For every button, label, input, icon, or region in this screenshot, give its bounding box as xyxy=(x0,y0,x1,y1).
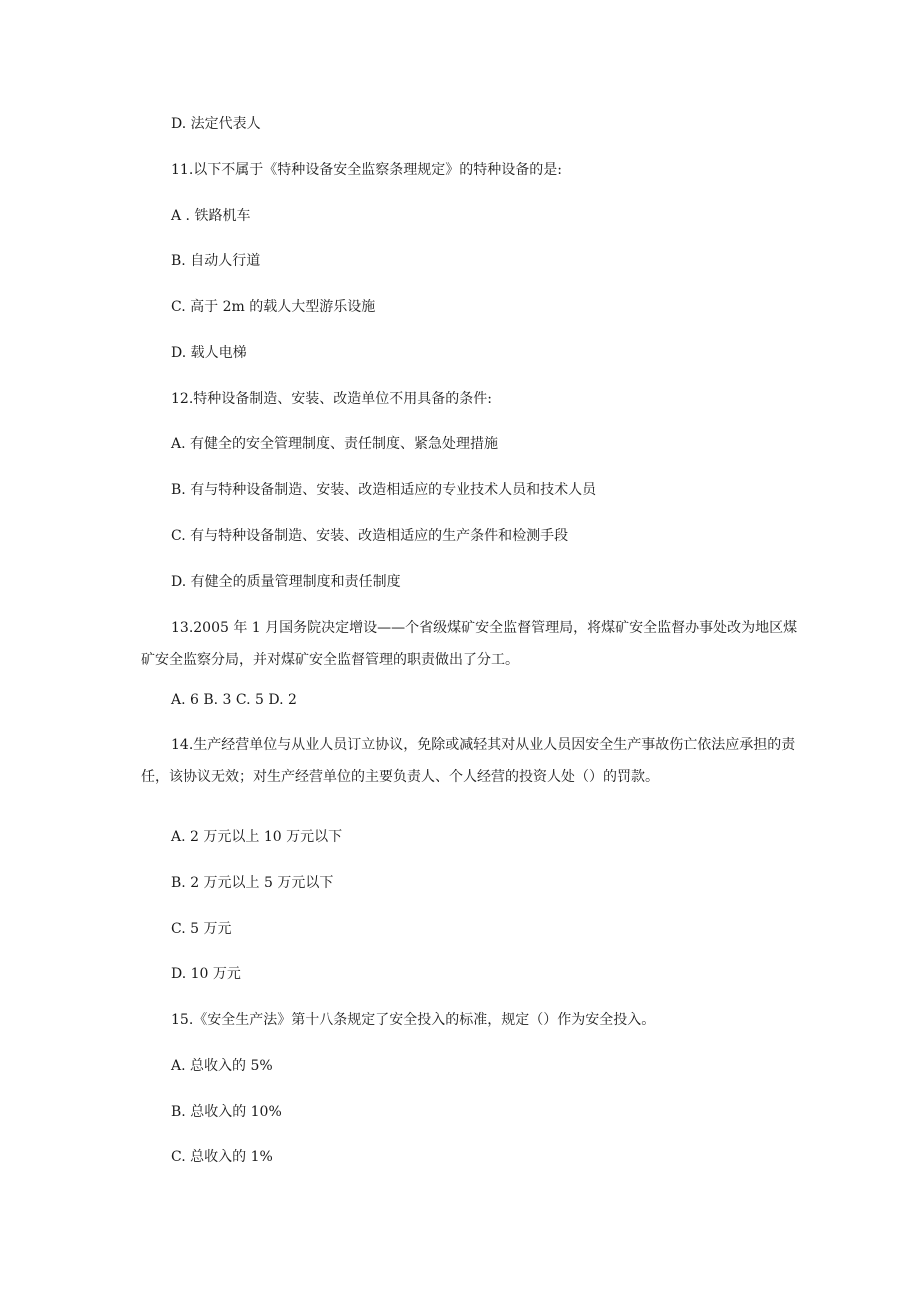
option-15-c: C. 总收入的 1% xyxy=(171,1149,273,1165)
option-11-b: B. 自动人行道 xyxy=(171,253,261,269)
question-15: 15.《安全生产法》第十八条规定了安全投入的标准，规定（）作为安全投入。 xyxy=(171,1012,656,1028)
option-12-a: A. 有健全的安全管理制度、责任制度、紧急处理措施 xyxy=(171,436,499,452)
option-12-d: D. 有健全的质量管理制度和责任制度 xyxy=(171,574,401,590)
question-14: 14.生产经营单位与从业人员订立协议，免除或减轻其对从业人员因安全生产事故伤亡依法应承担的责任，该协议无效；对生产经营单位的主要负责人、个人经营的投资人处（）的罚款。 xyxy=(141,737,796,785)
option-14-c: C. 5 万元 xyxy=(171,921,232,937)
question-11: 11.以下不属于《特种设备安全监察条理规定》的特种设备的是: xyxy=(171,162,562,178)
option-12-b: B. 有与特种设备制造、安装、改造相适应的专业技术人员和技术人员 xyxy=(171,482,597,498)
option-15-a: A. 总收入的 5% xyxy=(171,1058,273,1074)
options-13: A. 6 B. 3 C. 5 D. 2 xyxy=(171,692,297,708)
option-11-d: D. 载人电梯 xyxy=(171,345,247,361)
option-11-a: A . 铁路机车 xyxy=(171,208,251,224)
option-11-c: C. 高于 2m 的载人大型游乐设施 xyxy=(171,299,376,315)
option-10-d: D. 法定代表人 xyxy=(171,116,261,132)
question-13: 13.2005 年 1 月国务院决定增设——个省级煤矿安全监督管理局，将煤矿安全监督办事处改为地区煤矿安全监察分局，并对煤矿安全监督管理的职责做出了分工。 xyxy=(141,620,798,668)
option-15-b: B. 总收入的 10% xyxy=(171,1104,282,1120)
option-12-c: C. 有与特种设备制造、安装、改造相适应的生产条件和检测手段 xyxy=(171,528,569,544)
question-12: 12.特种设备制造、安装、改造单位不用具备的条件: xyxy=(171,391,492,407)
option-14-a: A. 2 万元以上 10 万元以下 xyxy=(171,829,343,845)
option-14-d: D. 10 万元 xyxy=(171,966,241,982)
option-14-b: B. 2 万元以上 5 万元以下 xyxy=(171,875,334,891)
